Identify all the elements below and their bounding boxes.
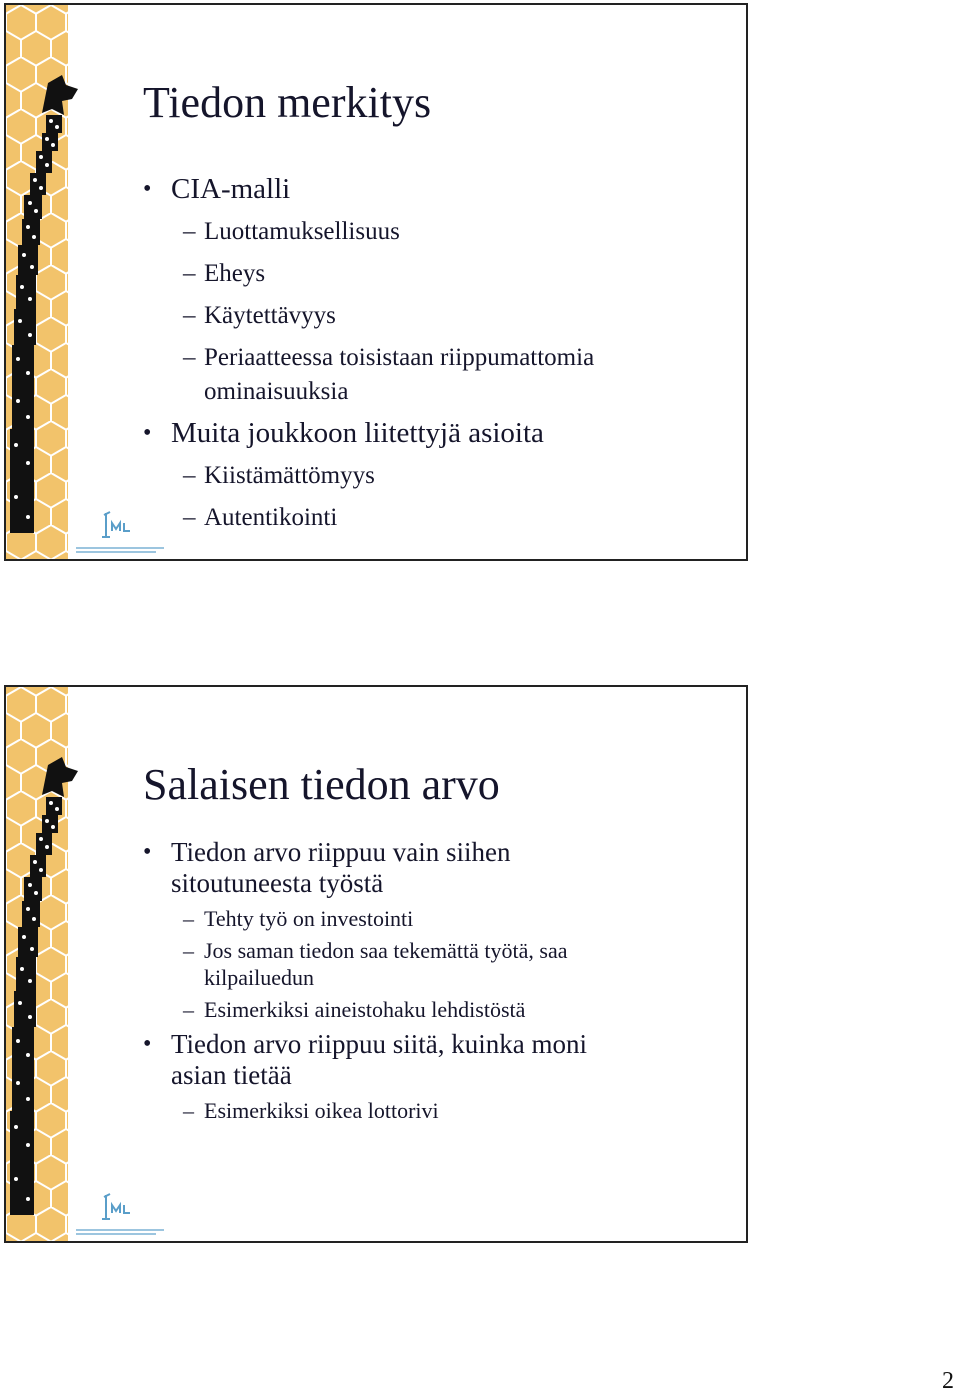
sub-bullet-item: – Käytettävyys bbox=[143, 299, 733, 333]
sub-bullet-item: – Esimerkiksi oikea lottorivi bbox=[143, 1097, 593, 1124]
dice-tower-icon bbox=[6, 687, 86, 1243]
bullet-list bbox=[143, 837, 593, 1129]
tml-logo-icon bbox=[70, 1191, 170, 1239]
sub-bullet-item: – Tehty työ on investointi bbox=[143, 905, 593, 932]
bullet-item: • Tiedon arvo riippuu vain siihen sitoutuneesta työstä bbox=[143, 837, 593, 899]
sub-bullet-item: – Kiistämättömyys bbox=[143, 459, 733, 493]
page-number: 2 bbox=[942, 1368, 954, 1394]
slide-title: Salaisen tiedon arvo bbox=[143, 760, 500, 809]
slide-title: Tiedon merkitys bbox=[143, 78, 432, 127]
honeycomb-stripe bbox=[6, 687, 68, 1241]
sub-bullet-item: – Esimerkiksi aineistohaku lehdistöstä bbox=[143, 996, 593, 1023]
sub-bullet-item: – Jos saman tiedon saa tekemättä työtä, saa kilpailuedun bbox=[143, 937, 593, 991]
bullet-list bbox=[143, 173, 733, 543]
bullet-item: • CIA-malli bbox=[143, 173, 733, 205]
slide-1 bbox=[4, 3, 748, 561]
sub-bullet-item: – Autentikointi bbox=[143, 501, 733, 535]
sub-bullet-item: – Luottamuksellisuus bbox=[143, 215, 733, 249]
bullet-item: • Tiedon arvo riippuu siitä, kuinka moni asian tietää bbox=[143, 1029, 593, 1091]
slide-2 bbox=[4, 685, 748, 1243]
honeycomb-stripe bbox=[6, 5, 68, 559]
sub-bullet-item: – Periaatteessa toisistaan riippumattomia ominaisuuksia bbox=[143, 341, 674, 409]
bullet-item: • Muita joukkoon liitettyjä asioita bbox=[143, 417, 733, 449]
sub-bullet-item: – Eheys bbox=[143, 257, 733, 291]
dice-tower-icon bbox=[6, 5, 86, 561]
